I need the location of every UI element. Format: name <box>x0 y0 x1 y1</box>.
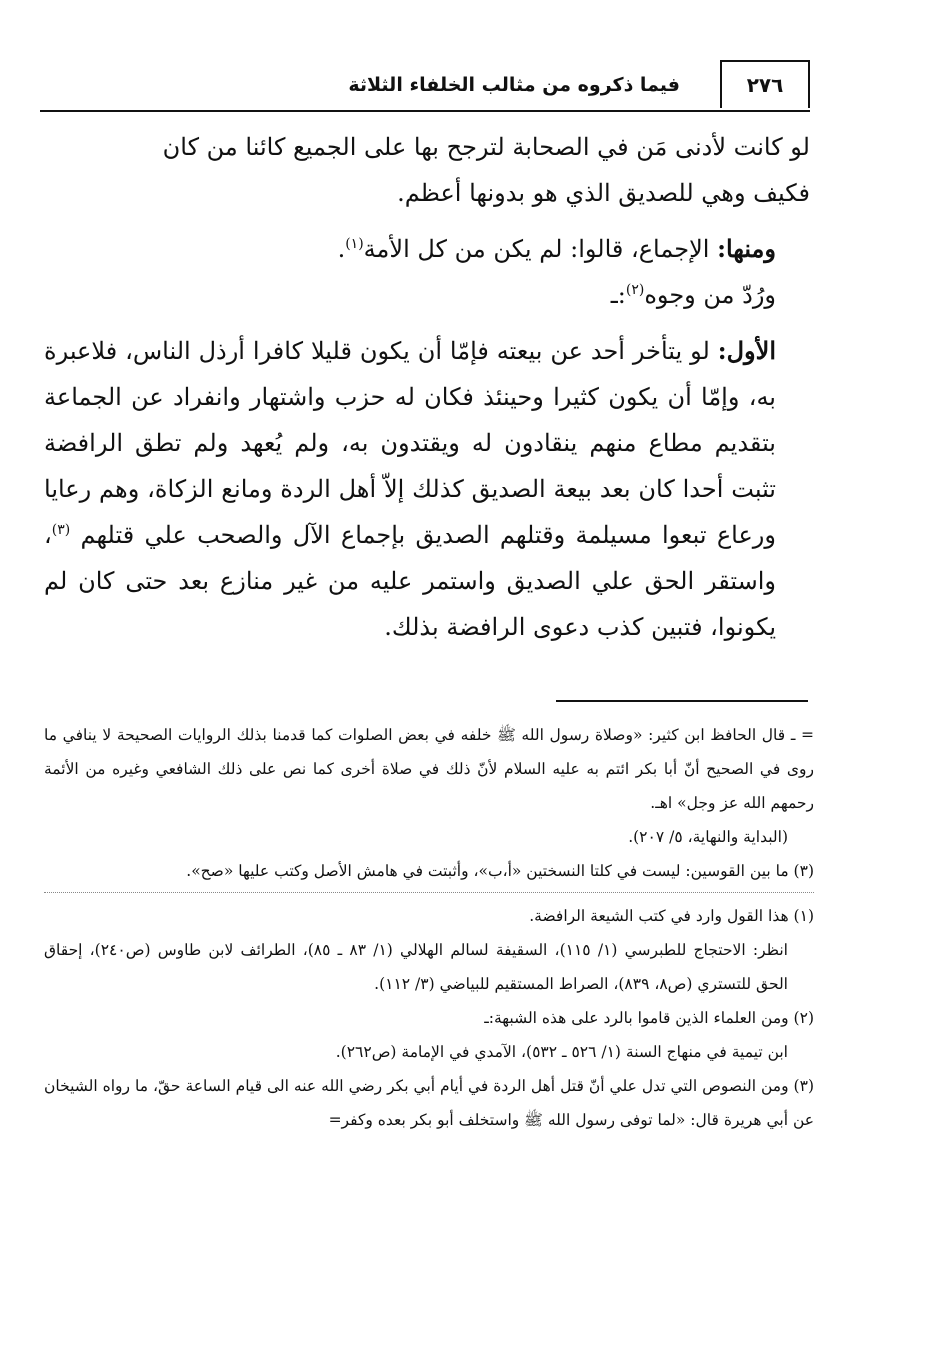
running-title: فيما ذكروه من مثالب الخلفاء الثلاثة <box>348 74 680 96</box>
paragraph-1 <box>44 124 810 216</box>
footnote-2: (٢) ومن العلماء الذين قاموا بالرد على هذه الشبهة:ـ <box>484 1009 814 1027</box>
paragraph-4 <box>44 328 810 650</box>
footnote-divider <box>44 892 814 893</box>
paragraph-3-text: ورُدّ من وجوه <box>644 281 776 309</box>
footnote-separator <box>556 700 808 702</box>
paragraph-4-lead: الأول: <box>717 336 776 365</box>
footnote-1: (١) هذا القول وارد في كتب الشيعة الرافضة. <box>529 907 814 925</box>
paragraph-4-text-1: لو يتأخر أحد عن بيعته فإمّا أن يكون قليلا كافرا أرذل الناس، فلاعبرة به، وإمّا أن يكون كثيرا وحينئذ فكان له حزب واشتهار وانفراد عن الجماعة بتقديم مطاع منهم ينقادون له ويقتدون به، ولم يُعهد ولم تطق الرافضة تثبت أحدا كان بعد بيعة الصديق كذلك إلاّ أهل الردة ومانع الزكاة، وهم رعايا ورعاع تبعوا مسيلمة وقتلهم الصديق بإجماع الآل والصحب علي قتلهم <box>44 337 776 549</box>
footnote-1-sources: انظر: الاحتجاج للطبرسي (١/ ١١٥)، السقيفة لسالم الهلالي (١/ ٨٣ ـ ٨٥)، الطرائف لابن طاوس (ص٢٤٠)، إحقاق الحق للتستري (ص٨، ٨٣٩)، الصراط المستقيم للبياضي (٣/ ١١٢). <box>44 941 788 993</box>
paragraph-2-lead: ومنها: <box>717 234 776 263</box>
footnote-ref-3[interactable]: (٣) <box>51 522 71 538</box>
paragraph-3 <box>44 272 810 318</box>
footnote-continuation-3: (٣) ما بين القوسين: ليست في كلتا النسختين «أ،ب»، وأثبتت في هامش الأصل وكتب عليها «صح». <box>186 862 814 880</box>
page-number: ٢٧٦ <box>720 60 810 108</box>
paragraph-4-text-2: ، واستقر الحق علي الصديق واستمر عليه من غير منازع بعد حتى كان لم يكونوا، فتبين كذب دعوى الرافضة بذلك. <box>44 521 776 641</box>
paragraph-2-end: . <box>337 235 346 263</box>
footnote-continuation-1: = ـ قال الحافظ ابن كثير: «وصلاة رسول الله ﷺ خلفه في بعض الصلوات كما قدمنا بذلك الروايات الصحيحة لا ينافي ما روى في الصحيح أنّ أبا بكر ائتم به عليه السلام لأنّ ذلك في صلاة أخرى كما نص على ذلك الشافعي وغيره من الأئمة رحمهم الله عز وجل» اهـ. <box>44 726 814 812</box>
paragraph-1-line-2: فكيف وهي للصديق الذي هو بدونها أعظم. <box>397 179 810 207</box>
footnotes <box>44 718 814 1137</box>
main-text <box>44 124 810 650</box>
page-header <box>40 60 810 112</box>
footnote-3: (٣) ومن النصوص التي تدل علي أنّ قتل أهل الردة في أيام أبي بكر رضي الله عنه الى قيام الساعة حقّ، ما رواه الشيخان عن أبي هريرة قال: «لما توفى رسول الله ﷺ واستخلف أبو بكر بعده وكفر= <box>44 1077 814 1129</box>
footnote-2-sources: ابن تيمية في منهاج السنة (١/ ٥٢٦ ـ ٥٣٢)، الآمدي في الإمامة (ص٢٦٢). <box>335 1043 788 1061</box>
paragraph-2 <box>44 226 810 272</box>
footnote-ref-2[interactable]: (٢) <box>625 282 645 298</box>
footnote-continuation-2: (البداية والنهاية، ٥/ ٢٠٧). <box>628 828 788 846</box>
paragraph-2-text: الإجماع، قالوا: لم يكن من كل الأمة <box>363 235 710 263</box>
paragraph-3-end: :ـ <box>610 281 626 309</box>
paragraph-1-line-1: لو كانت لأدنى مَن في الصحابة لترجح بها على الجميع كائنا من كان <box>162 133 810 161</box>
footnote-ref-1[interactable]: (١) <box>345 236 364 252</box>
